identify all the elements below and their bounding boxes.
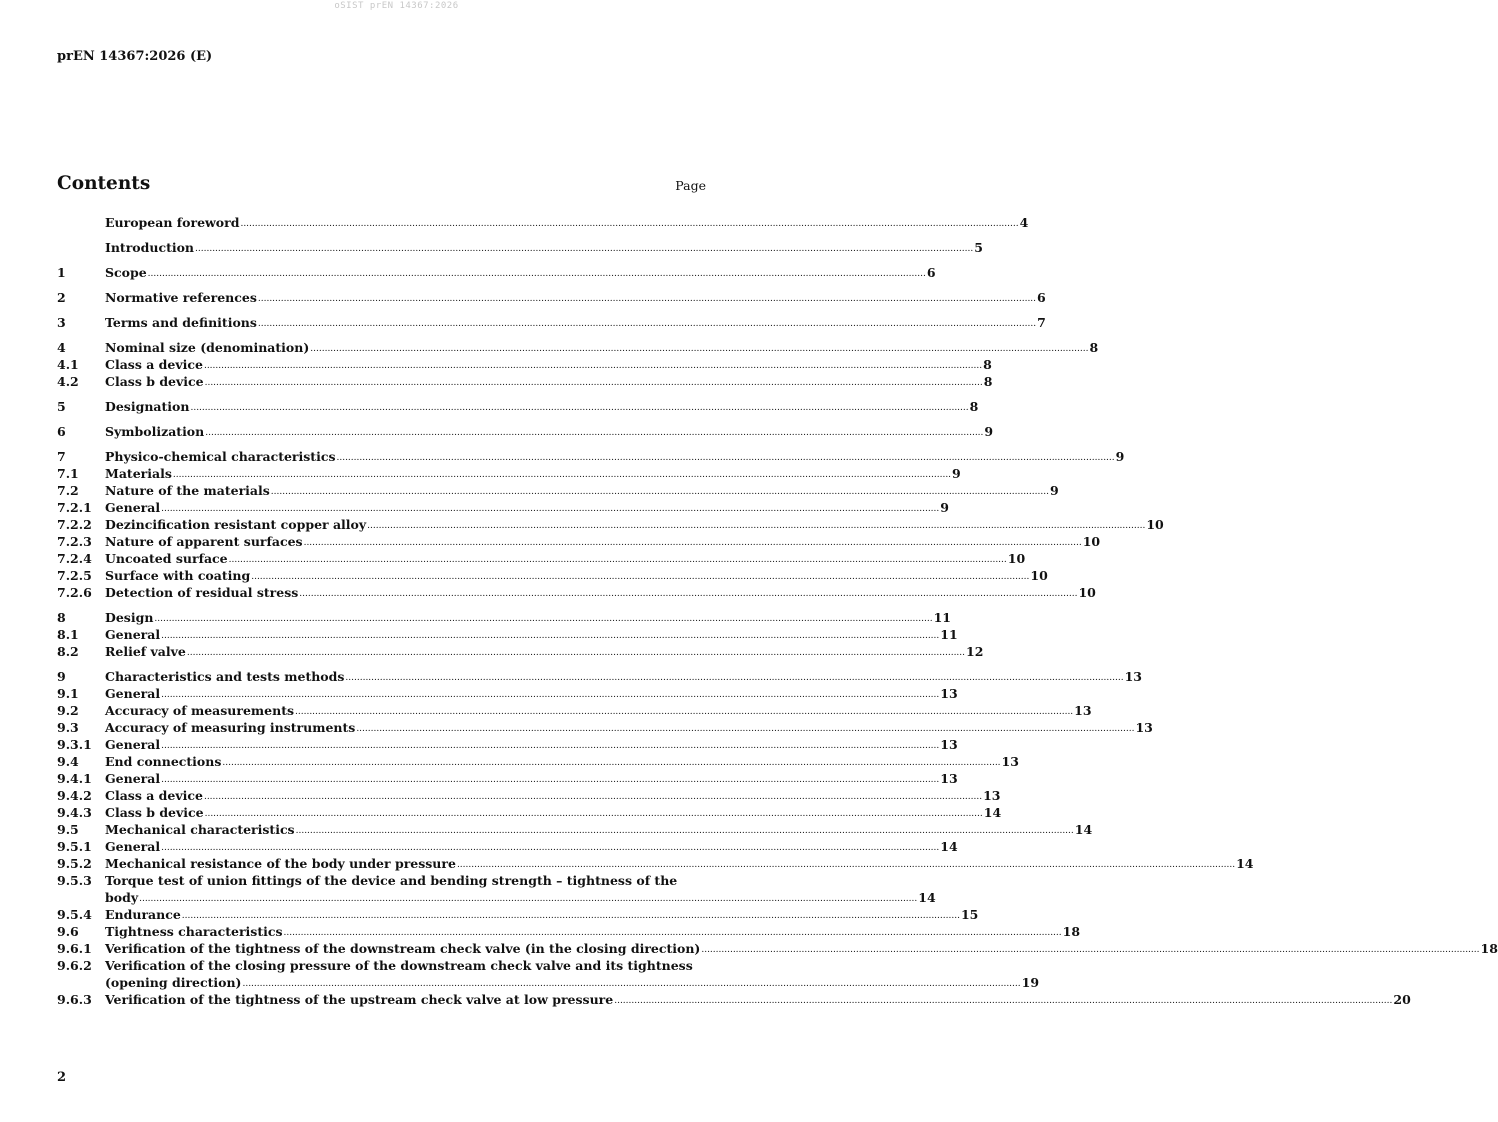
toc-entry-title [105, 289, 1037, 306]
toc-entry-number: 9 [57, 669, 66, 684]
toc-entry[interactable] [57, 838, 958, 855]
toc-entry-number: 9.4.2 [57, 788, 92, 803]
toc-entry-page: 20 [1393, 992, 1411, 1007]
toc-entry-page: 10 [1007, 551, 1026, 566]
toc-entry-title [105, 499, 940, 516]
toc-entry-title-text: Class a device [105, 788, 203, 803]
toc-entry-title-text: Class a device [105, 357, 203, 372]
toc-entry-number: 7.2.1 [57, 500, 92, 515]
toc-entry-title-text: Nature of apparent surfaces [105, 534, 303, 549]
toc-entry[interactable] [57, 923, 1081, 940]
toc-entry-number: 7 [57, 449, 66, 464]
dot-leader: ................................................................................................................................................................................................................................................................................ [242, 979, 1021, 989]
toc-entry-page: 4 [1019, 215, 1029, 230]
toc-entry[interactable] [57, 940, 1498, 957]
toc-entry-title [105, 482, 1050, 499]
toc-entry-number: 7.2.6 [57, 585, 92, 600]
toc-entry[interactable] [57, 991, 1411, 1008]
dot-leader: ................................................................................................................................................................................................................................................................................ [295, 707, 1074, 717]
toc-entry-title [105, 264, 927, 281]
toc-entry-page: 8 [983, 374, 993, 389]
toc-entry-title-text: Scope [105, 265, 147, 280]
toc-entry-title [105, 804, 984, 821]
toc-entry-page: 6 [926, 265, 936, 280]
toc-entry-page: 8 [1089, 340, 1099, 355]
toc-entry-title-text: General [105, 686, 161, 701]
toc-entry-number: 4.1 [57, 357, 79, 372]
toc-entry-title-text: End connections [105, 754, 222, 769]
toc-entry-number: 1 [57, 265, 66, 280]
dot-leader: ................................................................................................................................................................................................................................................................................ [203, 792, 983, 802]
toc-entry-page: 13 [940, 686, 958, 701]
toc-entry-title [105, 465, 952, 482]
toc-entry-page: 13 [1001, 754, 1019, 769]
toc-entry[interactable] [57, 702, 1092, 719]
toc-entry-title-text: General [105, 737, 161, 752]
toc-entry-title-text: Uncoated surface [105, 551, 228, 566]
toc-entry-number: 8.1 [57, 627, 79, 642]
toc-entry-title [105, 821, 1075, 838]
toc-entry-page: 10 [1030, 568, 1048, 583]
toc-entry-title-text: General [105, 627, 161, 642]
dot-leader: ................................................................................................................................................................................................................................................................................ [222, 758, 1001, 768]
toc-entry-page: 9 [952, 466, 961, 481]
toc-entry-title-text: Verification of the tightness of the upstream check valve at low pressure [105, 992, 614, 1007]
toc-entry-title [105, 685, 940, 702]
toc-entry[interactable] [57, 533, 1101, 550]
toc-entry-number: 7.2.3 [57, 534, 92, 549]
toc-entry-number: 9.6.3 [57, 992, 92, 1007]
toc-entry-title [105, 533, 1083, 550]
toc-entry-title-text: Nature of the materials [105, 483, 270, 498]
toc-entry-page: 13 [1124, 669, 1142, 684]
toc-entry-title-text: Tightness characteristics [105, 924, 283, 939]
toc-entry-number: 9.3.1 [57, 737, 92, 752]
dot-leader: ................................................................................................................................................................................................................................................................................ [299, 589, 1078, 599]
toc-entry-title-text: European foreword [105, 215, 240, 230]
toc-entry-title [105, 736, 940, 753]
toc-entry-title [105, 239, 974, 256]
toc-entry-title-text: Design [105, 610, 154, 625]
dot-leader: ................................................................................................................................................................................................................................................................................ [701, 945, 1480, 955]
dot-leader: ................................................................................................................................................................................................................................................................................ [161, 631, 940, 641]
toc-entry[interactable] [57, 516, 1164, 533]
dot-leader: ................................................................................................................................................................................................................................................................................ [195, 244, 974, 254]
toc-entry[interactable] [57, 264, 936, 281]
toc-entry[interactable] [57, 787, 1001, 804]
toc-entry-page: 13 [1135, 720, 1153, 735]
toc-entry[interactable] [57, 314, 1046, 331]
toc-entry-title-text: Class b device [105, 805, 204, 820]
toc-entry-title [105, 356, 983, 373]
dot-leader: ................................................................................................................................................................................................................................................................................ [303, 538, 1082, 548]
toc-entry[interactable] [57, 753, 1019, 770]
toc-entry-title-text: Relief valve [105, 644, 186, 659]
toc-entry[interactable] [57, 356, 992, 373]
toc-entry-title [105, 423, 984, 440]
toc-entry-page: 6 [1037, 290, 1046, 305]
dot-leader: ................................................................................................................................................................................................................................................................................ [336, 453, 1115, 463]
toc-entry-title [105, 398, 970, 415]
toc-entry-title-text: Verification of the tightness of the downstream check valve (in the closing direction) [105, 941, 701, 956]
toc-entry[interactable] [57, 550, 1026, 567]
dot-leader: ................................................................................................................................................................................................................................................................................ [161, 843, 940, 853]
toc-entry-page: 9 [1049, 483, 1059, 498]
dot-leader: ................................................................................................................................................................................................................................................................................ [205, 428, 984, 438]
toc-entry-title [105, 872, 918, 906]
toc-entry-title-text: Accuracy of measuring instruments [105, 720, 356, 735]
toc-entry-title [105, 448, 1116, 465]
toc-entry[interactable] [57, 855, 1254, 872]
toc-entry[interactable] [57, 770, 958, 787]
toc-entry-title-text: General [105, 839, 161, 854]
toc-entry-page: 12 [966, 644, 984, 659]
toc-entry-number: 4 [57, 340, 66, 355]
toc-entry-number: 9.2 [57, 703, 79, 718]
dot-leader: ................................................................................................................................................................................................................................................................................ [161, 775, 940, 785]
toc-entry-page: 14 [983, 805, 1002, 820]
toc-entry-number: 9.1 [57, 686, 79, 701]
toc-entry-page: 9 [984, 424, 994, 439]
toc-entry-number: 9.5.4 [57, 907, 92, 922]
toc-entry-title [105, 957, 1022, 991]
toc-entry-page: 13 [940, 737, 958, 752]
toc-entry-page: 15 [960, 907, 979, 922]
toc-entry-title [105, 609, 934, 626]
toc-entry-page: 13 [983, 788, 1001, 803]
toc-entry-title [105, 373, 984, 390]
toc-entry-title-text: Surface with coating [105, 568, 251, 583]
toc-entry-title [105, 584, 1078, 601]
toc-entry-title-text: Normative references [105, 290, 257, 305]
toc-entry[interactable] [57, 214, 1029, 231]
toc-entry[interactable] [57, 448, 1125, 465]
toc-entry-page: 10 [1078, 585, 1096, 600]
toc-entry[interactable] [57, 719, 1153, 736]
toc-entry[interactable] [57, 685, 958, 702]
toc-entry-page: 18 [1062, 924, 1081, 939]
toc-entry-title-text: Terms and definitions [105, 315, 257, 330]
toc-entry-title-line2: body [105, 890, 139, 905]
toc-entry-title [105, 940, 1481, 957]
dot-leader: ................................................................................................................................................................................................................................................................................ [270, 487, 1049, 497]
toc-entry-title-text: General [105, 500, 161, 515]
dot-leader: ................................................................................................................................................................................................................................................................................ [310, 344, 1089, 354]
toc-entry-number: 6 [57, 424, 66, 439]
toc-entry-number: 9.6.2 [57, 958, 92, 973]
toc-entry-title-line1: Verification of the closing pressure of the downstream check valve and its tightness [105, 958, 693, 973]
toc-entry-number: 4.2 [57, 374, 79, 389]
toc-entry-number: 9.4.3 [57, 805, 92, 820]
toc-entry-page: 11 [940, 627, 958, 642]
toc-entry-page: 18 [1480, 941, 1498, 956]
toc-entry[interactable] [57, 289, 1046, 306]
dot-leader: ................................................................................................................................................................................................................................................................................ [172, 470, 952, 480]
toc-entry-title [105, 719, 1135, 736]
toc-entry-title-line1: Torque test of union fittings of the device and bending strength – tightness of the [105, 873, 678, 888]
toc-entry-page: 13 [1074, 703, 1092, 718]
toc-entry[interactable] [57, 626, 958, 643]
toc-entry-number: 9.6 [57, 924, 79, 939]
toc-entry[interactable] [57, 567, 1048, 584]
toc-entry-number: 9.6.1 [57, 941, 92, 956]
dot-leader: ................................................................................................................................................................................................................................................................................ [181, 911, 960, 921]
toc-entry-number: 9.5 [57, 822, 79, 837]
toc-entry-number: 9.5.1 [57, 839, 92, 854]
toc-entry-title [105, 550, 1008, 567]
toc-entry-page: 14 [918, 890, 936, 905]
dot-leader: ................................................................................................................................................................................................................................................................................ [456, 860, 1236, 870]
toc-entry[interactable] [57, 804, 1002, 821]
dot-leader: ................................................................................................................................................................................................................................................................................ [161, 504, 940, 514]
toc-entry-title-text: Class b device [105, 374, 204, 389]
toc-entry[interactable] [57, 239, 983, 256]
toc-entry-title [105, 770, 940, 787]
toc-entry-title [105, 702, 1074, 719]
toc-entry-page: 14 [1236, 856, 1254, 871]
toc-entry-number: 7.2.5 [57, 568, 92, 583]
toc-entry[interactable] [57, 499, 949, 516]
table-of-contents [57, 214, 1498, 1008]
toc-entry-page: 8 [983, 357, 992, 372]
toc-entry[interactable] [57, 584, 1096, 601]
toc-entry-number: 7.2 [57, 483, 79, 498]
toc-entry-number: 8.2 [57, 644, 79, 659]
dot-leader: ................................................................................................................................................................................................................................................................................ [228, 555, 1007, 565]
dot-leader: ................................................................................................................................................................................................................................................................................ [204, 378, 983, 388]
toc-entry[interactable] [57, 482, 1059, 499]
dot-leader: ................................................................................................................................................................................................................................................................................ [190, 403, 969, 413]
toc-entry-number: 7.2.2 [57, 517, 92, 532]
dot-leader: ................................................................................................................................................................................................................................................................................ [614, 996, 1393, 1006]
toc-entry-page: 11 [933, 610, 951, 625]
toc-entry-title-text: Symbolization [105, 424, 205, 439]
dot-leader: ................................................................................................................................................................................................................................................................................ [240, 219, 1019, 229]
dot-leader: ................................................................................................................................................................................................................................................................................ [356, 724, 1135, 734]
toc-entry-title [105, 753, 1002, 770]
toc-entry-number: 9.3 [57, 720, 79, 735]
toc-entry-page: 9 [940, 500, 949, 515]
dot-leader: ................................................................................................................................................................................................................................................................................ [367, 521, 1146, 531]
toc-entry[interactable] [57, 957, 1040, 991]
toc-entry-title [105, 516, 1146, 533]
toc-entry[interactable] [57, 668, 1142, 685]
toc-entry-title [105, 923, 1063, 940]
toc-entry-title-text: Mechanical resistance of the body under pressure [105, 856, 456, 871]
toc-entry-number: 2 [57, 290, 66, 305]
toc-entry-title-line2: (opening direction) [105, 975, 242, 990]
toc-entry[interactable] [57, 609, 951, 626]
dot-leader: ................................................................................................................................................................................................................................................................................ [204, 809, 983, 819]
page-number: 2 [57, 1070, 67, 1085]
toc-entry[interactable] [57, 373, 993, 390]
watermark: oSIST prEN 14367:2026 [334, 1, 459, 11]
toc-entry-number: 9.5.3 [57, 873, 92, 888]
toc-entry-title-text: Accuracy of measurements [105, 703, 295, 718]
toc-entry-title-text: Designation [105, 399, 190, 414]
dot-leader: ................................................................................................................................................................................................................................................................................ [257, 294, 1037, 304]
toc-entry-title-text: Nominal size (denomination) [105, 340, 310, 355]
toc-entry-title [105, 567, 1030, 584]
toc-entry[interactable] [57, 643, 984, 660]
page-column-label: Page [675, 178, 706, 193]
toc-entry[interactable] [57, 736, 958, 753]
dot-leader: ................................................................................................................................................................................................................................................................................ [147, 269, 926, 279]
toc-entry-title-text: Introduction [105, 240, 195, 255]
toc-entry-title [105, 314, 1037, 331]
dot-leader: ................................................................................................................................................................................................................................................................................ [161, 741, 940, 751]
toc-entry[interactable] [57, 906, 979, 923]
toc-entry-page: 10 [1146, 517, 1164, 532]
dot-leader: ................................................................................................................................................................................................................................................................................ [154, 614, 933, 624]
toc-entry-title [105, 906, 961, 923]
dot-leader: ................................................................................................................................................................................................................................................................................ [283, 928, 1062, 938]
toc-entry-title-text: Materials [105, 466, 172, 481]
toc-entry-number: 8 [57, 610, 66, 625]
toc-entry-page: 19 [1021, 975, 1040, 990]
toc-entry-page: 8 [969, 399, 979, 414]
dot-leader: ................................................................................................................................................................................................................................................................................ [139, 894, 918, 904]
toc-entry-title [105, 668, 1125, 685]
toc-entry-title-text: Detection of residual stress [105, 585, 299, 600]
toc-entry[interactable] [57, 339, 1099, 356]
toc-entry-page: 9 [1115, 449, 1125, 464]
toc-entry-title [105, 626, 940, 643]
toc-entry-page: 7 [1037, 315, 1046, 330]
toc-entry-number: 9.4.1 [57, 771, 92, 786]
toc-entry-title [105, 339, 1089, 356]
toc-entry[interactable] [57, 821, 1093, 838]
toc-entry-title-text: Mechanical characteristics [105, 822, 295, 837]
toc-entry-page: 14 [940, 839, 958, 854]
toc-entry[interactable] [57, 465, 961, 482]
toc-entry-number: 7.1 [57, 466, 79, 481]
dot-leader: ................................................................................................................................................................................................................................................................................ [203, 361, 983, 371]
toc-entry[interactable] [57, 872, 936, 906]
toc-entry-number: 9.5.2 [57, 856, 92, 871]
toc-entry-title [105, 214, 1020, 231]
toc-entry-title [105, 991, 1393, 1008]
toc-entry-title-text: Dezincification resistant copper alloy [105, 517, 367, 532]
dot-leader: ................................................................................................................................................................................................................................................................................ [161, 690, 940, 700]
toc-entry-page: 5 [974, 240, 983, 255]
dot-leader: ................................................................................................................................................................................................................................................................................ [295, 826, 1074, 836]
dot-leader: ................................................................................................................................................................................................................................................................................ [345, 673, 1124, 683]
toc-entry-title [105, 855, 1236, 872]
toc-entry-number: 7.2.4 [57, 551, 92, 566]
toc-entry-title [105, 787, 983, 804]
toc-entry-number: 3 [57, 315, 66, 330]
toc-entry-page: 13 [940, 771, 958, 786]
dot-leader: ................................................................................................................................................................................................................................................................................ [251, 572, 1030, 582]
toc-entry-number: 5 [57, 399, 66, 414]
toc-entry-title [105, 838, 940, 855]
dot-leader: ................................................................................................................................................................................................................................................................................ [186, 648, 966, 658]
toc-entry-page: 14 [1074, 822, 1093, 837]
toc-entry-title-text: General [105, 771, 161, 786]
toc-entry-title-text: Endurance [105, 907, 181, 922]
toc-entry-page: 10 [1082, 534, 1101, 549]
toc-entry[interactable] [57, 398, 979, 415]
dot-leader: ................................................................................................................................................................................................................................................................................ [257, 319, 1037, 329]
toc-entry[interactable] [57, 423, 994, 440]
toc-entry-title-text: Physico-chemical characteristics [105, 449, 336, 464]
contents-title: Contents [57, 173, 151, 194]
toc-entry-title-text: Characteristics and tests methods [105, 669, 345, 684]
toc-entry-title [105, 643, 966, 660]
document-id: prEN 14367:2026 (E) [57, 49, 213, 64]
toc-entry-number: 9.4 [57, 754, 79, 769]
